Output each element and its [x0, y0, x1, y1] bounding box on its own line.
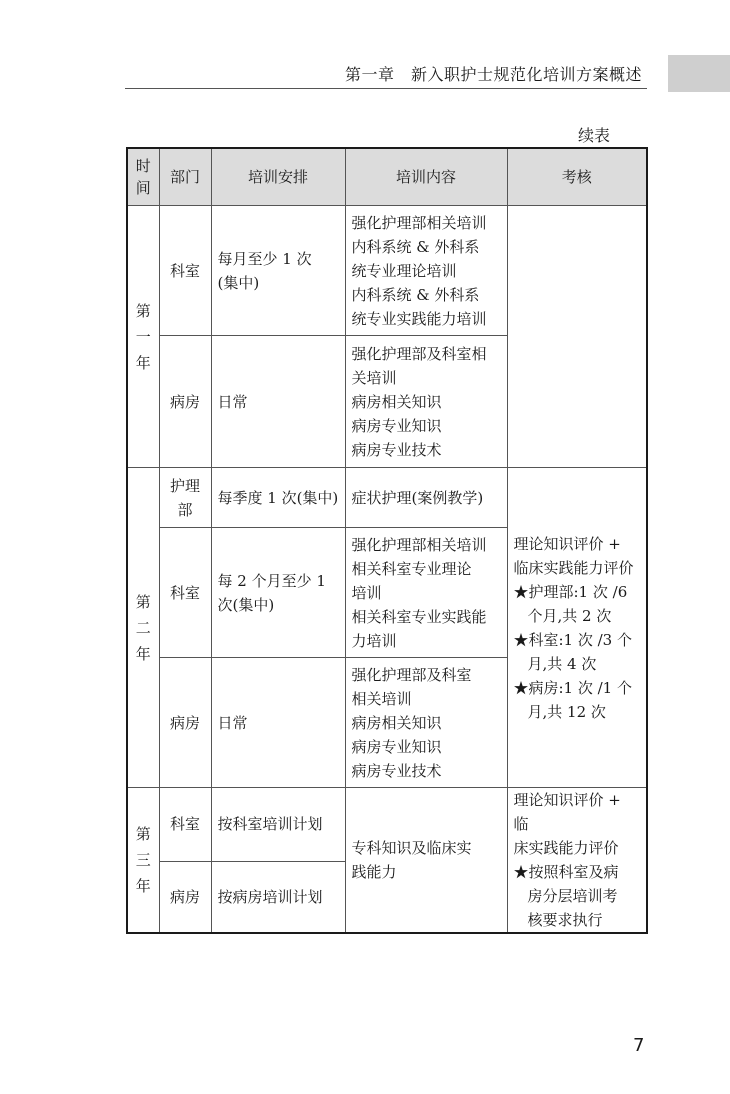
schedule-cell: 日常: [211, 658, 345, 788]
content-cell: 强化护理部相关培训 内科系统 & 外科系 统专业理论培训 内科系统 & 外科系 统专业实践能力培训: [345, 206, 507, 336]
dept-cell: 科室: [159, 788, 211, 862]
content-cell: 强化护理部相关培训 相关科室专业理论 培训 相关科室专业实践能 力培训: [345, 528, 507, 658]
header-content: 培训内容: [345, 148, 507, 206]
header-rule: [125, 88, 647, 89]
schedule-cell: 每 2 个月至少 1 次(集中): [211, 528, 345, 658]
assessment-cell-empty: [507, 206, 647, 468]
chapter-tab-marker: [668, 55, 730, 92]
page-number: 7: [633, 1035, 645, 1056]
schedule-cell: 每月至少 1 次 (集中): [211, 206, 345, 336]
dept-cell: 病房: [159, 658, 211, 788]
header-time: 时 间: [127, 148, 159, 206]
continued-label: 续表: [578, 126, 611, 145]
chapter-title: 第一章 新入职护士规范化培训方案概述: [344, 65, 642, 84]
dept-cell: 病房: [159, 861, 211, 933]
table-header-row: [127, 148, 647, 206]
header-department: 部门: [159, 148, 211, 206]
schedule-cell: 按病房培训计划: [211, 861, 345, 933]
year-2-label: 第 二 年: [127, 468, 159, 788]
dept-cell: 护理 部: [159, 468, 211, 528]
content-cell: 专科知识及临床实 践能力: [345, 788, 507, 934]
year-3-label: 第 三 年: [127, 788, 159, 934]
training-schedule-table: [126, 147, 648, 934]
dept-cell: 科室: [159, 206, 211, 336]
content-cell: 症状护理(案例教学): [345, 468, 507, 528]
schedule-cell: 每季度 1 次(集中): [211, 468, 345, 528]
content-cell: 强化护理部及科室 相关培训 病房相关知识 病房专业知识 病房专业技术: [345, 658, 507, 788]
table-row: [127, 788, 647, 862]
assessment-cell: 理论知识评价 + 临床实践能力评价 ★护理部:1 次 /6 个月,共 2 次 ★科室:1 次 /3 个 月,共 4 次 ★病房:1 次 /1 个 月,共 12 次: [507, 468, 647, 788]
dept-cell: 科室: [159, 528, 211, 658]
header-schedule: 培训安排: [211, 148, 345, 206]
table-row: [127, 206, 647, 336]
header-assessment: 考核: [507, 148, 647, 206]
dept-cell: 病房: [159, 336, 211, 468]
schedule-cell: 按科室培训计划: [211, 788, 345, 862]
content-cell: 强化护理部及科室相 关培训 病房相关知识 病房专业知识 病房专业技术: [345, 336, 507, 468]
assessment-cell: 理论知识评价 + 临 床实践能力评价 ★按照科室及病 房分层培训考 核要求执行: [507, 788, 647, 934]
year-1-label: 第 一 年: [127, 206, 159, 468]
table-row: [127, 468, 647, 528]
schedule-cell: 日常: [211, 336, 345, 468]
